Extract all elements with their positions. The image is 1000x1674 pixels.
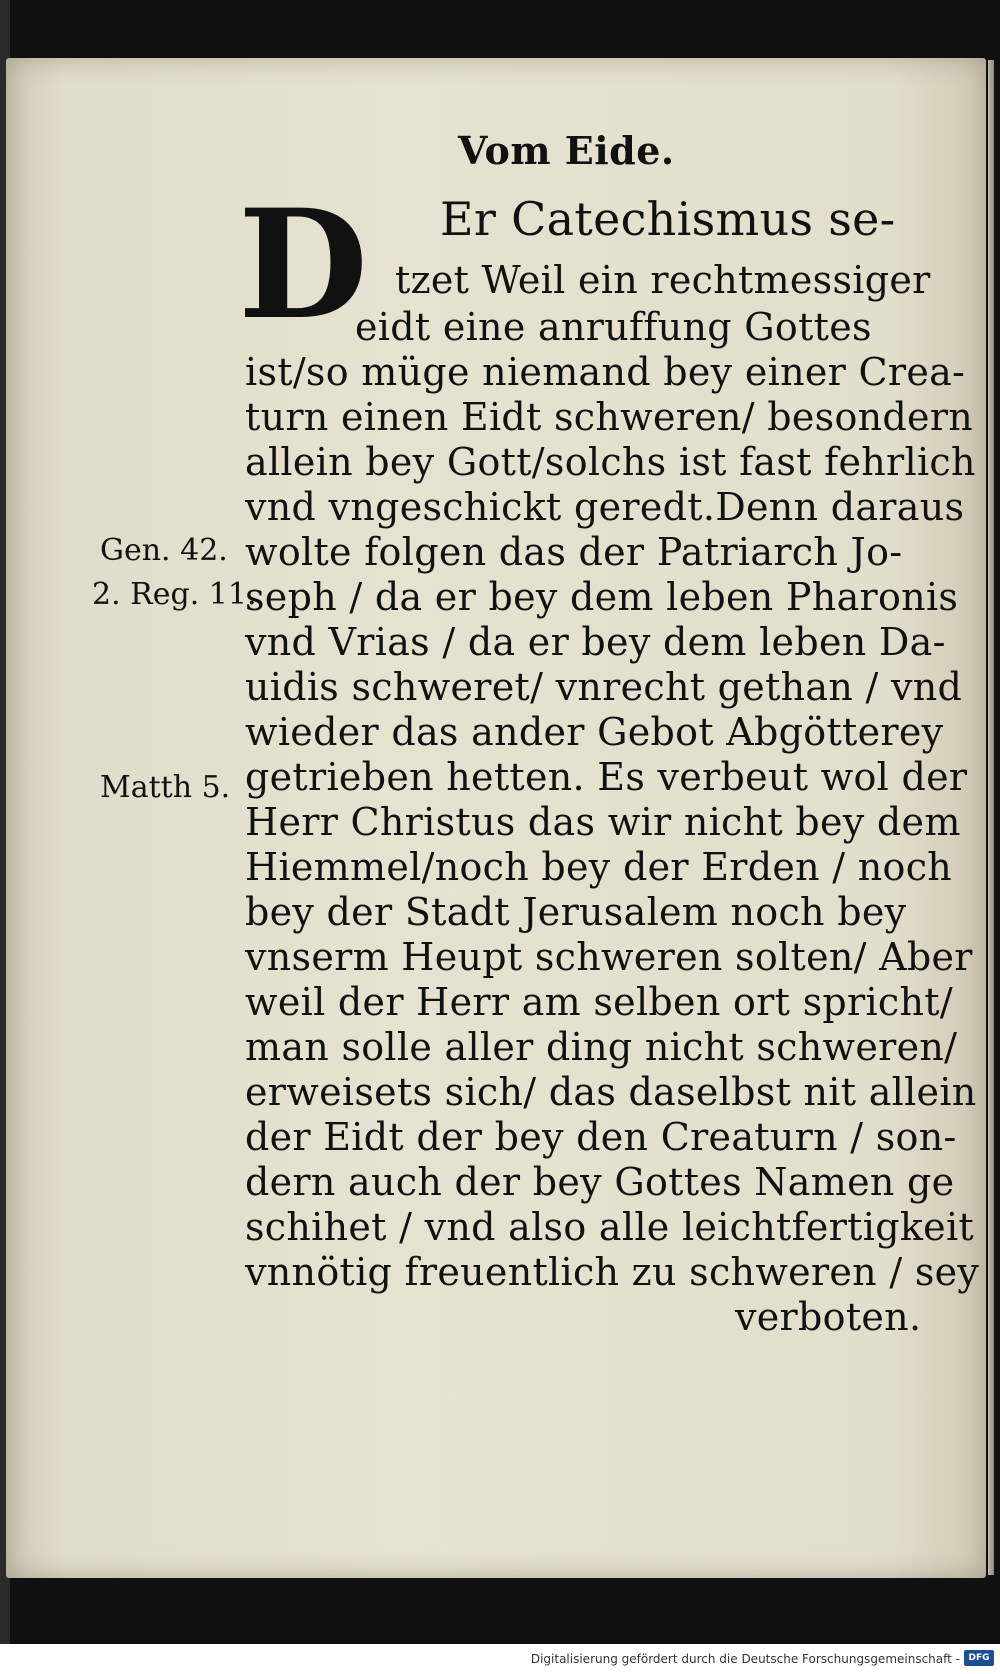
text-line: Hiemmel/noch bey der Erden / noch: [245, 845, 953, 889]
text-line: schihet / vnd also alle leichtfertigkeit: [245, 1205, 974, 1249]
text-line: seph / da er bey dem leben Pharonis: [245, 575, 959, 619]
margin-note: Matth 5.: [100, 770, 231, 805]
text-line: dern auch der bey Gottes Namen ge: [245, 1160, 955, 1204]
text-line: wieder das ander Gebot Abgötterey: [245, 710, 944, 754]
text-line: uidis schweret/ vnrecht gethan / vnd: [245, 665, 963, 709]
text-line: getrieben hetten. Es verbeut wol der: [245, 755, 968, 799]
margin-note: Gen. 42.: [100, 533, 228, 568]
text-line: eidt eine anruffung Gottes: [355, 305, 872, 349]
text-line: ist/so müge niemand bey einer Crea-: [245, 350, 966, 394]
text-line: vnd Vrias / da er bey dem leben Da-: [245, 620, 946, 664]
page-edge: [988, 60, 994, 1575]
text-line: vnd vngeschickt geredt.Denn daraus: [245, 485, 965, 529]
text-line: der Eidt der bey den Creaturn / son-: [245, 1115, 957, 1159]
text-line: vnserm Heupt schweren solten/ Aber: [245, 935, 973, 979]
text-line: bey der Stadt Jerusalem noch bey: [245, 890, 907, 934]
running-head: Vom Eide.: [458, 128, 675, 173]
text-line: turn einen Eidt schweren/ besondern: [245, 395, 974, 439]
text-line: erweisets sich/ das daselbst nit allein: [245, 1070, 977, 1114]
footer-credit: Digitalisierung gefördert durch die Deutsche Forschungsgemeinschaft -: [530, 1652, 960, 1666]
text-line: allein bey Gott/solchs ist fast fehrlich: [245, 440, 976, 484]
dfg-logo-icon: DFG: [964, 1650, 994, 1666]
text-line: weil der Herr am selben ort spricht/: [245, 980, 953, 1024]
text-line: man solle aller ding nicht schweren/: [245, 1025, 958, 1069]
text-line: Herr Christus das wir nicht bey dem: [245, 800, 961, 844]
margin-note: 2. Reg. 11.: [92, 577, 257, 612]
text-line: Er Catechismus se-: [440, 192, 896, 246]
text-line: vnnötig freuentlich zu schweren / sey: [245, 1250, 980, 1294]
text-line: verboten.: [735, 1295, 922, 1339]
text-line: wolte folgen das der Patriarch Jo-: [245, 530, 903, 574]
footer-bar: [0, 1644, 1000, 1674]
text-line: tzet Weil ein rechtmessiger: [395, 258, 931, 302]
decorated-initial: D: [238, 177, 369, 353]
